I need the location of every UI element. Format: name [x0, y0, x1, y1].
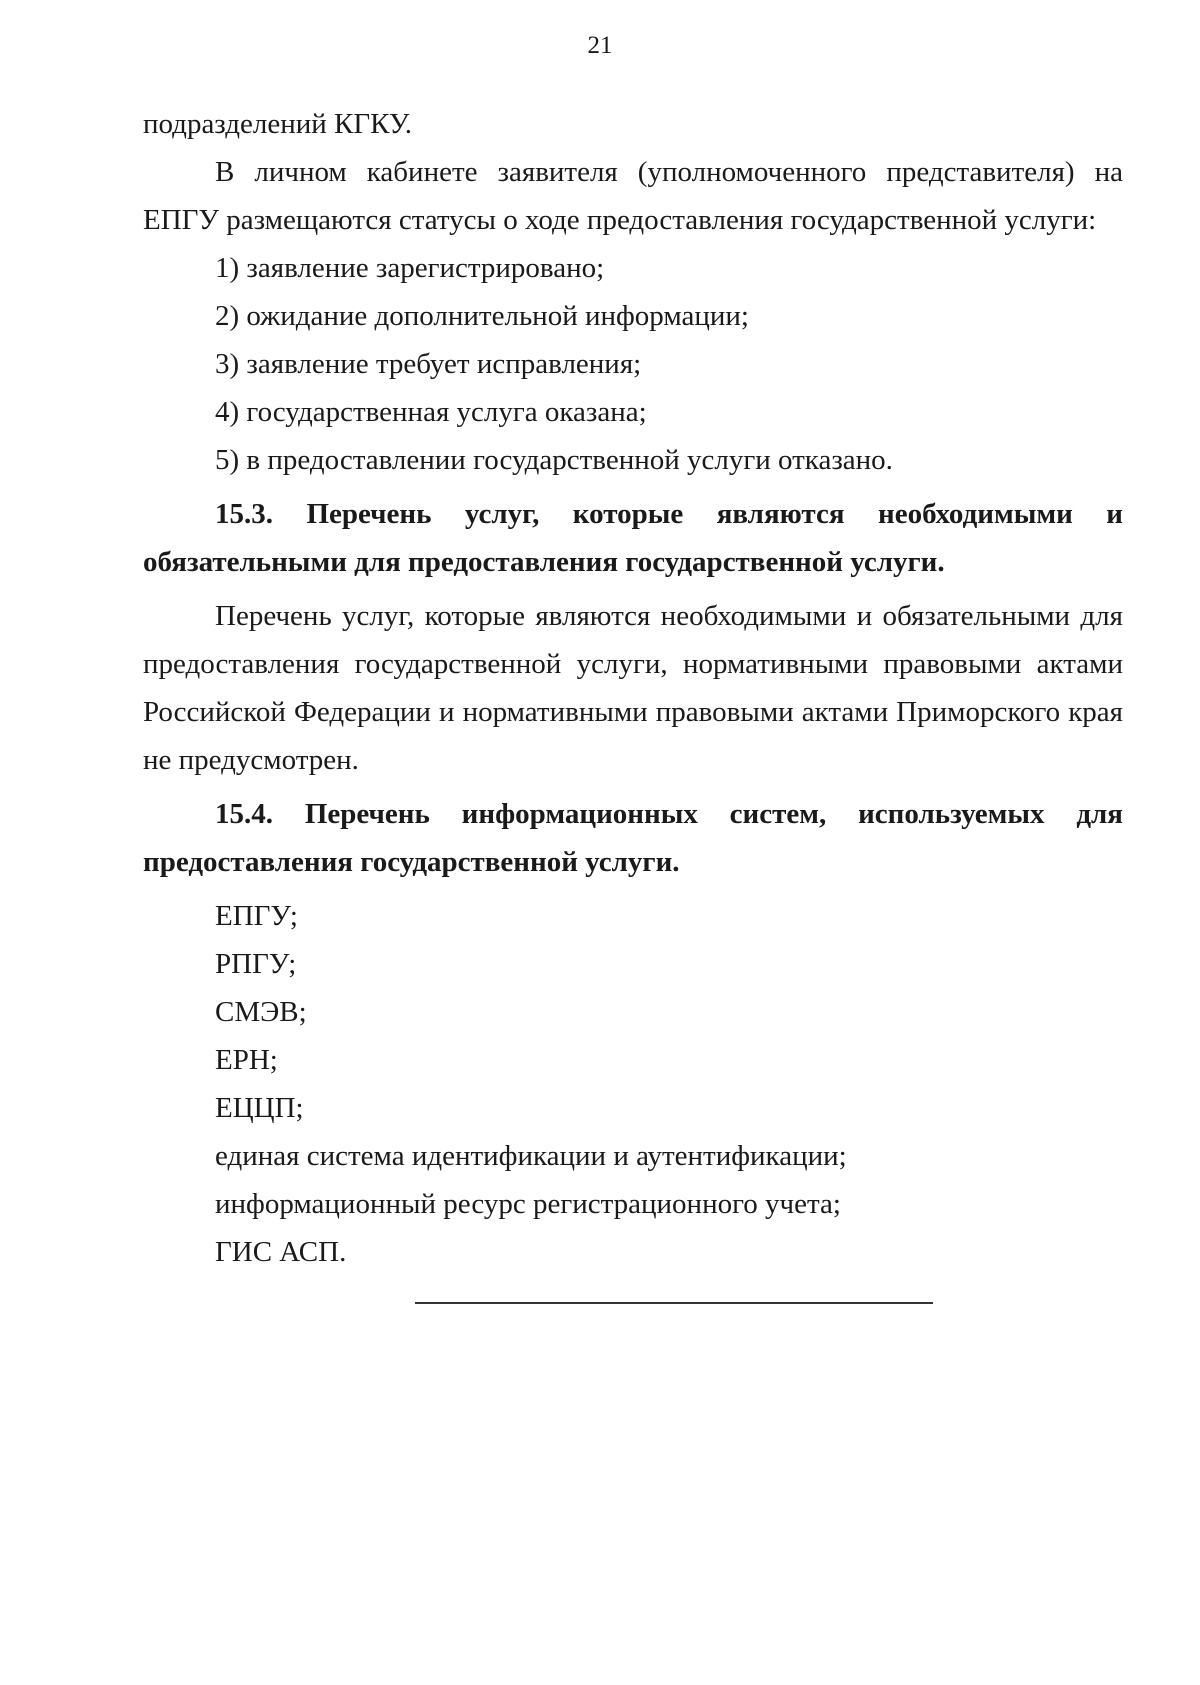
paragraph-statuses-intro: В личном кабинете заявителя (уполномоченного представителя) на ЕПГУ размещаются статусы о ходе предоставления государственной услуги: — [143, 156, 1123, 236]
system-item: ГИС АСП. — [215, 1236, 347, 1268]
document-body — [143, 100, 1123, 1276]
status-item: 4) государственная услуга оказана; — [215, 396, 647, 428]
status-item: 1) заявление зарегистрировано; — [215, 252, 605, 284]
system-item: единая система идентификации и аутентификации; — [215, 1140, 847, 1172]
section-heading-15-3: 15.3. Перечень услуг, которые являются необходимыми и обязательными для предоставления государственной услуги. — [143, 498, 1123, 578]
page-number: 21 — [587, 32, 613, 59]
system-item: ЕЦЦП; — [215, 1092, 304, 1124]
section-heading-15-4: 15.4. Перечень информационных систем, используемых для предоставления государственной услуги. — [143, 798, 1123, 878]
system-item: информационный ресурс регистрационного учета; — [215, 1188, 841, 1220]
status-item: 3) заявление требует исправления; — [215, 348, 642, 380]
system-item: СМЭВ; — [215, 996, 307, 1028]
status-list — [143, 244, 1123, 484]
status-item: 2) ожидание дополнительной информации; — [215, 300, 749, 332]
end-of-document-rule — [415, 1302, 933, 1304]
paragraph-continuation: подразделений КГКУ. — [143, 108, 412, 140]
systems-list — [143, 892, 1123, 1276]
status-item: 5) в предоставлении государственной услуги отказано. — [215, 444, 893, 476]
system-item: РПГУ; — [215, 948, 297, 980]
paragraph-services-list: Перечень услуг, которые являются необходимыми и обязательными для предоставления государственной услуги, нормативными правовыми актами Российской Федерации и нормативными правовыми актами Приморского края не предусмотрен. — [143, 600, 1123, 776]
system-item: ЕПГУ; — [215, 900, 298, 932]
system-item: ЕРН; — [215, 1044, 278, 1076]
